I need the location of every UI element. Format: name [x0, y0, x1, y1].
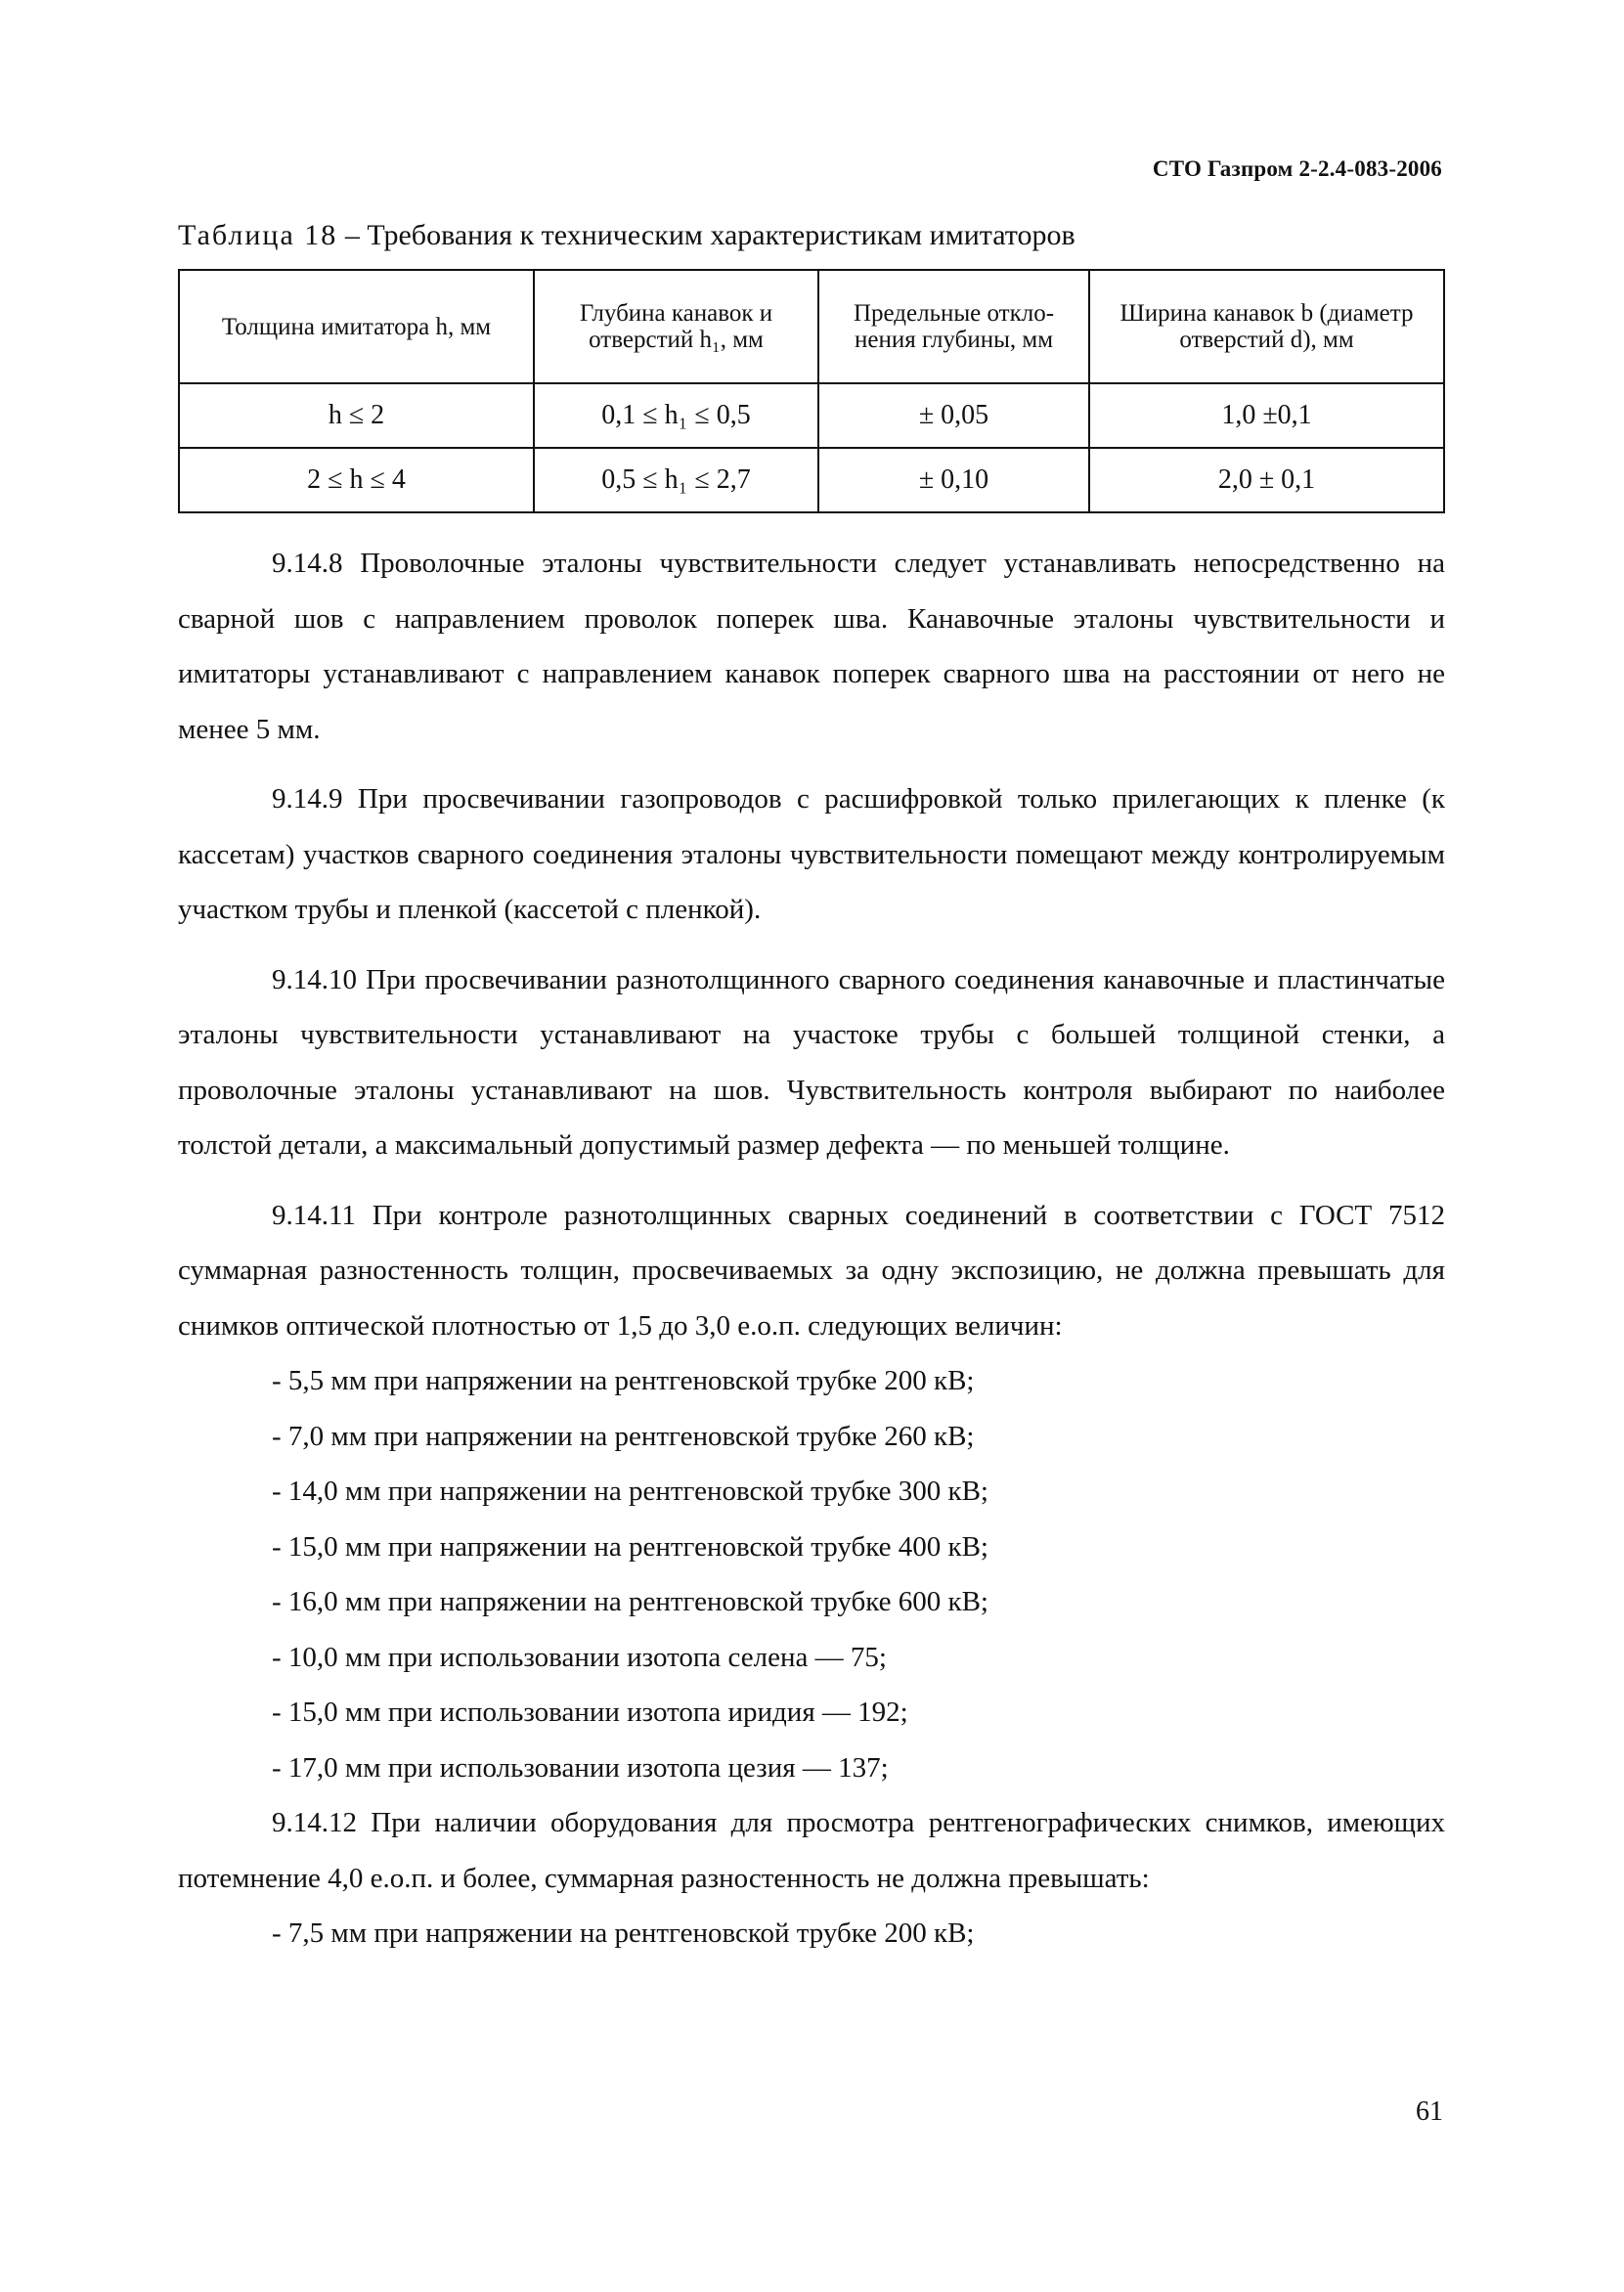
table-cell: 0,1 ≤ h₁ ≤ 0,5 [534, 383, 818, 448]
list-item: - 16,0 мм при напряжении на рентгеновской трубке 600 кВ; [272, 1586, 988, 1617]
list-item: - 15,0 мм при использовании изотопа иридия — 192; [272, 1697, 908, 1728]
list-item: - 10,0 мм при использовании изотопа селена — 75; [272, 1641, 887, 1673]
document-code: СТО Газпром 2-2.4-083-2006 [1152, 156, 1442, 181]
table-row [179, 448, 1444, 512]
table-caption [178, 219, 1075, 252]
list-item: - 17,0 мм при использовании изотопа цезия — 137; [272, 1751, 889, 1784]
table-cell: ± 0,10 [818, 448, 1089, 512]
paragraph-9-14-12: 9.14.12 При наличии оборудования для просмотра рентгенографических снимков, имеющих потемнение 4,0 е.о.п. и более, суммарная разностенность не должна превышать: [178, 1807, 1445, 1894]
table-label: Таблица 18 [178, 219, 338, 251]
column-header-depth: Глубина канавок и отверстий h₁, мм [534, 270, 818, 383]
table-cell: 2,0 ± 0,1 [1089, 448, 1444, 512]
paragraph-9-14-10: 9.14.10 При просвечивании разнотолщинного сварного соединения канавочные и пластинчатые эталоны чувствительности устанавливают на участоке трубы с большей толщиной стенки, а проволочные эталоны устанавливают на шов. Чувствительность контроля выбирают по наиболее толстой детали, а максимальный допустимый размер дефекта — по меньшей толщине. [178, 963, 1445, 1161]
table-cell: h ≤ 2 [179, 383, 534, 448]
simulator-requirements-table [178, 269, 1445, 513]
column-header-width: Ширина канавок b (диаметр отверстий d), мм [1089, 270, 1444, 383]
column-header-thickness: Толщина имитатора h, мм [179, 270, 534, 383]
table-title: – Требования к техническим характеристикам имитаторов [344, 219, 1075, 251]
column-header-deviation: Предельные откло-нения глубины, мм [818, 270, 1089, 383]
list-item: - 5,5 мм при напряжении на рентгеновской трубке 200 кВ; [272, 1365, 975, 1396]
list-item: - 7,0 мм при напряжении на рентгеновской трубке 260 кВ; [272, 1420, 975, 1452]
paragraph-9-14-8: 9.14.8 Проволочные эталоны чувствительности следует устанавливать непосредственно на сварной шов с направлением проволок поперек шва. Канавочные эталоны чувствительности и имитаторы устанавливают с направлением канавок поперек сварного шва на расстоянии от него не менее 5 мм. [178, 548, 1445, 745]
list-item: - 7,5 мм при напряжении на рентгеновской трубке 200 кВ; [272, 1917, 975, 1949]
paragraph-9-14-11: 9.14.11 При контроле разнотолщинных сварных соединений в соответствии с ГОСТ 7512 суммарная разностенность толщин, просвечиваемых за одну экспозицию, не должна превышать для снимков оптической плотностью от 1,5 до 3,0 е.о.п. следующих величин: [178, 1199, 1445, 1342]
table-cell: 0,5 ≤ h₁ ≤ 2,7 [534, 448, 818, 512]
table-cell: 2 ≤ h ≤ 4 [179, 448, 534, 512]
paragraph-9-14-9: 9.14.9 При просвечивании газопроводов с расшифровкой только прилегающих к пленке (к кассетам) участков сварного соединения эталоны чувствительности помещают между контролируемым участком трубы и пленкой (кассетой с пленкой). [178, 783, 1445, 925]
table-cell: 1,0 ±0,1 [1089, 383, 1444, 448]
page-number: 61 [1416, 2096, 1443, 2127]
body-text [178, 536, 1445, 1961]
table-cell: ± 0,05 [818, 383, 1089, 448]
list-item: - 14,0 мм при напряжении на рентгеновской трубке 300 кВ; [272, 1476, 988, 1507]
table-row [179, 383, 1444, 448]
table-header-row [179, 270, 1444, 383]
list-item: - 15,0 мм при напряжении на рентгеновской трубке 400 кВ; [272, 1530, 988, 1563]
